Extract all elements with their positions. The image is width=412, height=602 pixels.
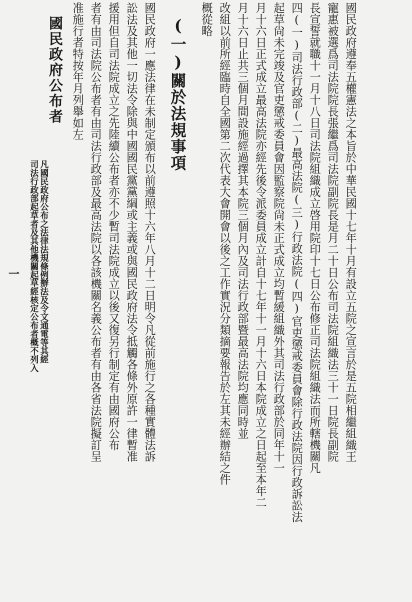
body-column: 概從略 xyxy=(200,2,214,37)
gazette-note: 凡國民政府公布之法律法規條例辦法及令文通電等其經 xyxy=(39,160,50,364)
body-column: 月十六日正式成立最高法院亦經先後令派委員成立計自十七年十一月十六日本院成立之日起至本年二 xyxy=(254,2,268,508)
gazette-title: 國民政府公布者 xyxy=(47,16,63,125)
gazette-note: 司法行政部起草者及其他機關起草經核定公布者概不列入 xyxy=(29,160,40,373)
body-column: 援用但自司法院成立之先陸續公布者亦不少暫司法院成立以後又復另行制定有由國府公布 xyxy=(107,2,121,451)
body-column: 訟法及其他一切法令除與中國國民黨黨綱或主義或與國民政府法令抵觸各條外原許一律暫准 xyxy=(125,2,139,462)
body-column: 准施行者特按年月列舉如左 xyxy=(71,2,85,140)
body-column: 長宣誓就職十一月十八日司法院組織成立啓用院印十七日公布修正司法院組織法而所轄機關凡 xyxy=(308,2,322,474)
body-column: 寵惠被選爲司法院院長張繼爲司法院副院長是月二十日公布司法院組織法三十一日院長副院 xyxy=(326,2,340,462)
body-column: 起草尙未完竣及官吏懲戒委員會因監察院尙未正式成立均暫緩組織外其司法行政部於同年十一 xyxy=(272,2,286,474)
body-column: 國民政府一應法律在未制定頒布以前遵照十六年八月十二日明令凡從前施行之各種實體法訴 xyxy=(143,2,157,462)
body-column: 改組以前所經臨時自全國第二次代表大會開會以後之工作實況分類摘要報告於左其未經辦結之件 xyxy=(218,2,232,485)
section-heading: (一)關於法規事項 xyxy=(168,16,188,172)
body-column: 者有由司法院公布者有由司法行政部及最高法院以各該機關名義公布者有由各省法院擬訂呈 xyxy=(89,2,103,462)
body-column: 四(一)司法行政部(二)最高法院(三)行政法院(四)官吏懲戒委員會除行政法院因行政訴訟法 xyxy=(290,2,304,523)
page-number: 一 xyxy=(7,268,20,279)
body-column: 國民政府遵奉五權憲法之本旨於中華民國十七年十月有設立五院之宣言於是五院相繼組織王 xyxy=(344,2,358,462)
body-column: 月十六日止共三個月間設施經過擇其本院三個月內及司法行政部暨最高法院均應同時並 xyxy=(236,2,250,439)
